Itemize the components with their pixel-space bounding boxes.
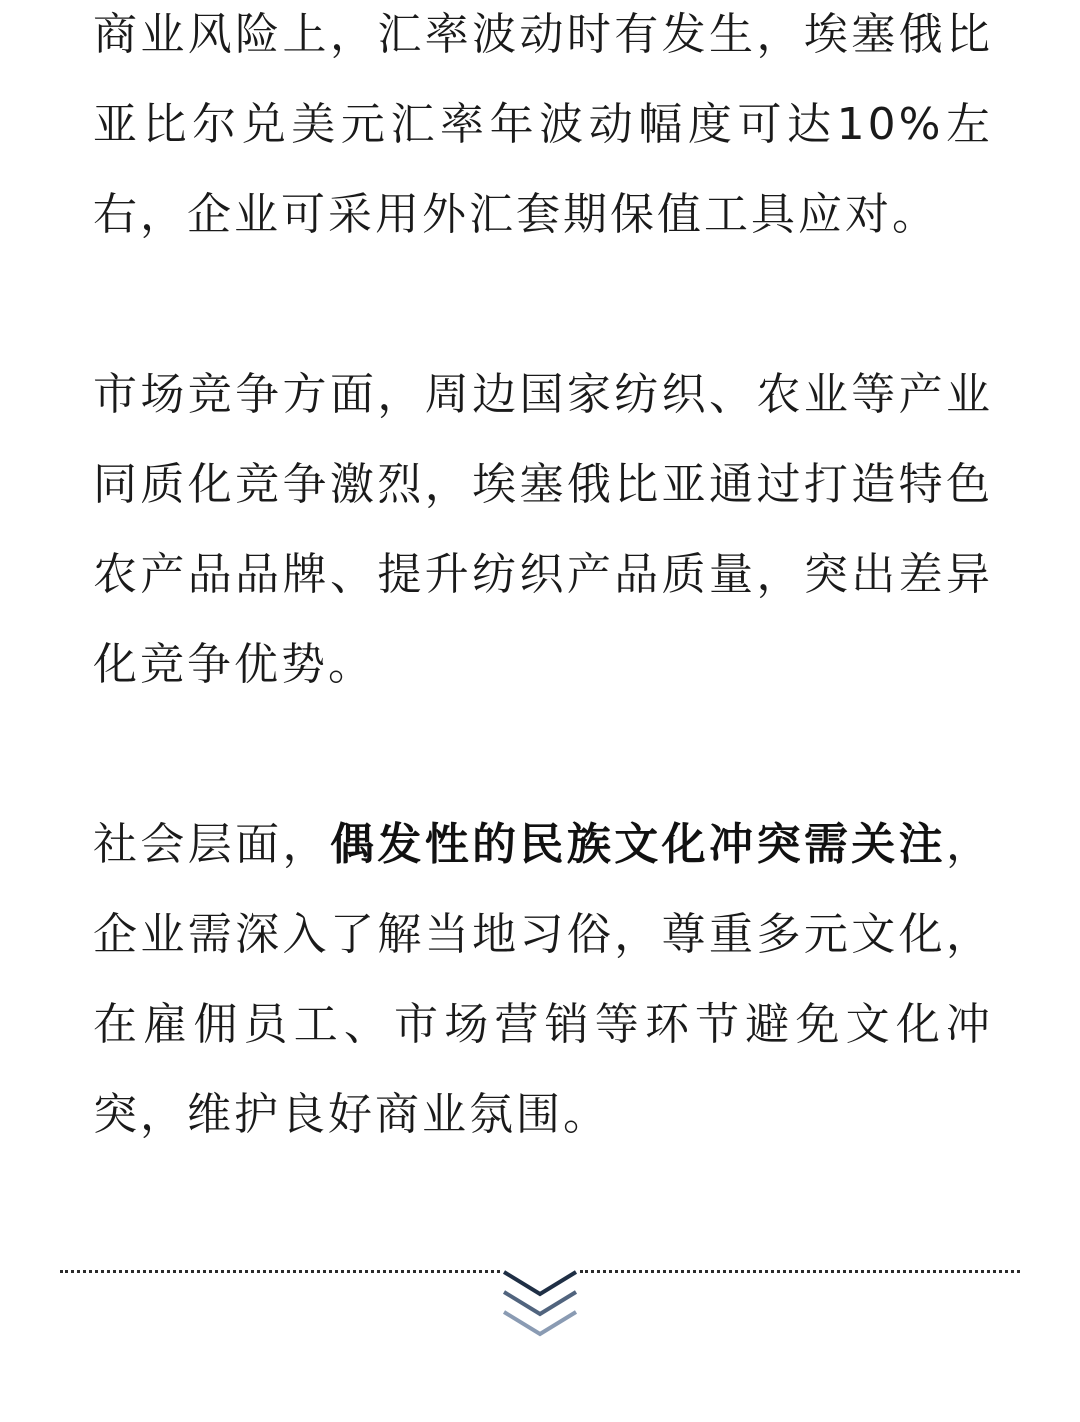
paragraph-lead-text: 社会层面， [93,819,330,870]
paragraph-market-competition: 市场竞争方面，周边国家纺织、农业等产业同质化竞争激烈，埃塞俄比亚通过打造特色农产品品牌、提升纺织产品质量，突出差异化竞争优势。 [93,369,993,690]
emphasis-text: 偶发性的民族文化冲突需关注 [329,819,947,870]
dotted-line-right [580,1270,1020,1273]
double-chevron-down-icon [500,1262,580,1352]
section-divider [60,1262,1020,1352]
paragraph-business-risk: 商业风险上，汇率波动时有发生，埃塞俄比亚比尔兑美元汇率年波动幅度可达10%左右，企业可采用外汇套期保值工具应对。 [93,9,993,240]
paragraph-social-level [93,800,993,1160]
dotted-line-left [60,1270,500,1273]
chevron-top [504,1272,576,1294]
paragraph-rest-text: ，企业需深入了解当地习俗，尊重多元文化，在雇佣员工、市场营销等环节避免文化冲突，维护良好商业氛围。 [93,819,994,1140]
